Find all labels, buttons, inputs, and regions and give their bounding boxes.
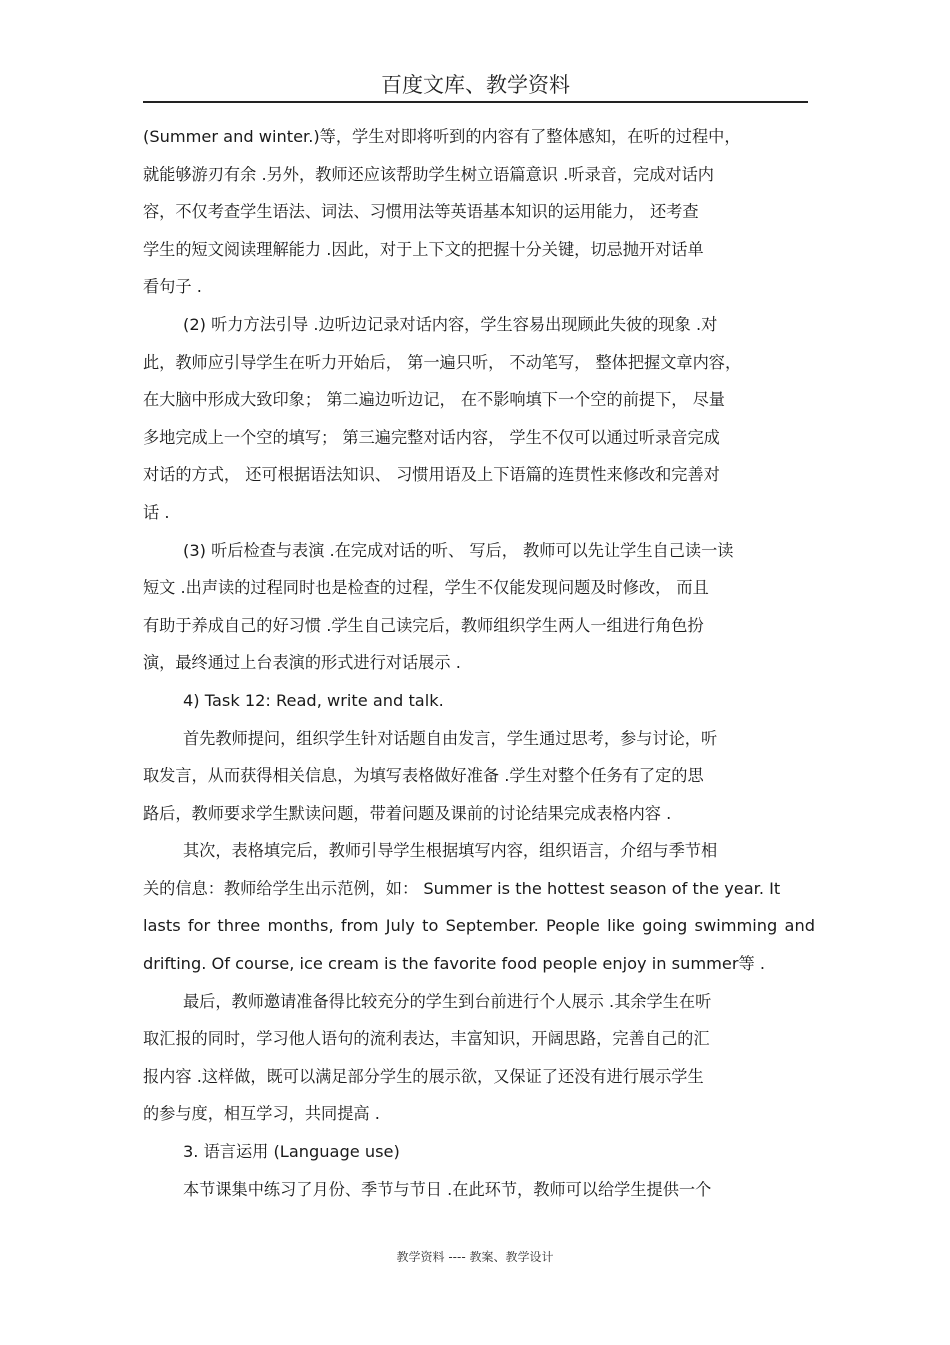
text-line: 首先教师提问，组织学生针对话题自由发言，学生通过思考，参与讨论，听 [183,728,718,748]
text-line: 3. 语言运用 (Language use) [183,1142,400,1162]
text-line: 本节课集中练习了月份、季节与节日 .在此环节，教师可以给学生提供一个 [183,1179,712,1199]
text-line: 学生的短文阅读理解能力 .因此，对于上下文的把握十分关键，切忌抛开对话单 [143,239,704,259]
text-line: (Summer and winter.)等，学生对即将听到的内容有了整体感知，在听的过程中， [143,127,741,146]
text-line: 取发言，从而获得相关信息，为填写表格做好准备 .学生对整个任务有了定的思 [143,766,704,786]
text-line: drifting. Of course, ice cream is the favorite food people enjoy in summer等 . [143,954,766,974]
text-line: (2) 听力方法引导 .边听边记录对话内容，学生容易出现顾此失彼的现象 .对 [183,314,718,334]
text-line: 关的信息：教师给学生出示范例，如： Summer is the hottest season of the year. It [143,878,781,898]
text-line: 演，最终通过上台表演的形式进行对话展示 . [143,653,461,673]
text-line: 报内容 .这样做，既可以满足部分学生的展示欲，又保证了还没有进行展示学生 [143,1066,704,1086]
text-line: 话 . [143,502,170,522]
text-line: 的参与度，相互学习，共同提高 . [143,1104,380,1124]
page-footer: 教学资料 ---- 教案、教学设计 [396,1250,554,1264]
text-line: 此，教师应引导学生在听力开始后， 第一遍只听， 不动笔写， 整体把握文章内容， [143,352,742,372]
text-line: 最后，教师邀请准备得比较充分的学生到台前进行个人展示 .其余学生在听 [183,991,712,1011]
text-line: 看句子 . [143,277,202,297]
text-line: 其次，表格填完后，教师引导学生根据填写内容，组织语言，介绍与季节相 [183,841,718,861]
text-line: 就能够游刃有余 .另外，教师还应该帮助学生树立语篇意识 .听录音，完成对话内 [143,164,714,184]
text-line: 有助于养成自己的好习惯 .学生自己读完后，教师组织学生两人一组进行角色扮 [143,615,704,635]
text-line: 在大脑中形成大致印象； 第二遍边听边记， 在不影响填下一个空的前提下， 尽量 [143,390,725,410]
text-line: 短文 .出声读的过程同时也是检查的过程，学生不仅能发现问题及时修改， 而且 [143,578,709,598]
header-divider [143,101,808,103]
page-header-title: 百度文库、教学资料 [381,73,570,97]
text-line: 对话的方式， 还可根据语法知识、 习惯用语及上下语篇的连贯性来修改和完善对 [143,465,720,485]
text-line: 多地完成上一个空的填写； 第三遍完整对话内容， 学生不仅可以通过听录音完成 [143,427,720,447]
text-line: 取汇报的同时，学习他人语句的流利表达，丰富知识，开阔思路，完善自己的汇 [143,1029,710,1049]
document-body [143,118,815,1208]
text-line: 路后，教师要求学生默读问题，带着问题及课前的讨论结果完成表格内容 . [143,803,672,823]
text-line: 4) Task 12: Read, write and talk. [183,690,444,710]
text-line: (3) 听后检查与表演 .在完成对话的听、 写后， 教师可以先让学生自己读一读 [183,540,734,560]
text-line: 容，不仅考查学生语法、词法、习惯用法等英语基本知识的运用能力， 还考查 [143,202,699,222]
text-line: lasts for three months, from July to September. People like going swimming and [143,916,815,936]
